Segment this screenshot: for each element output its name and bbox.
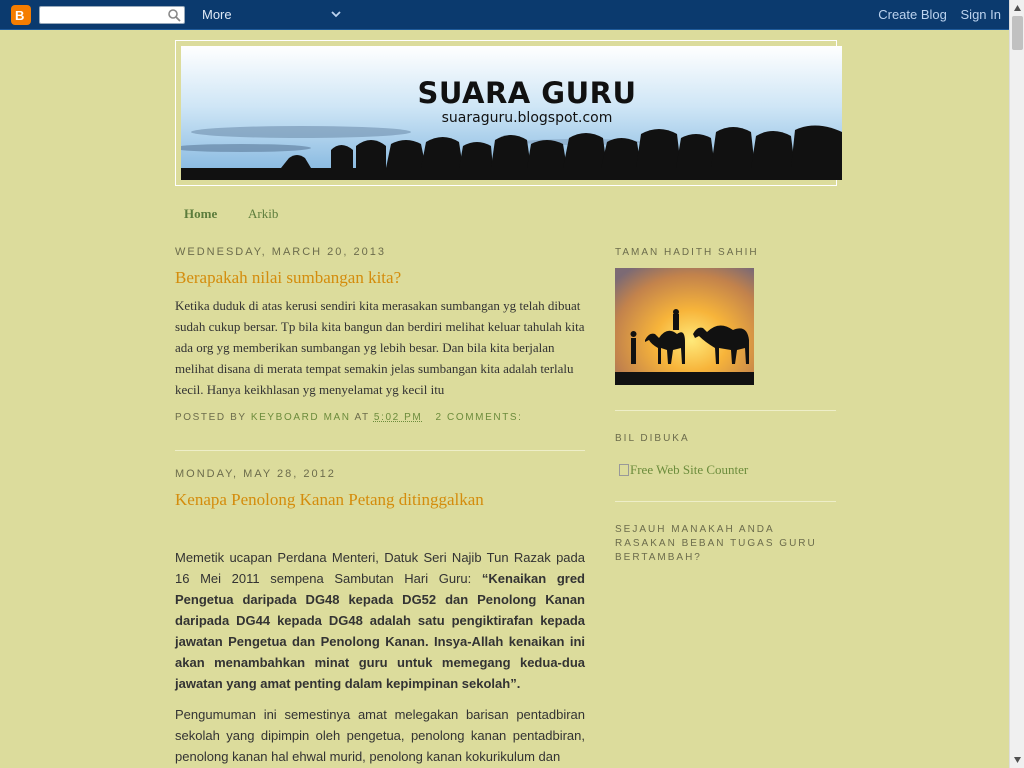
more-menu[interactable]: More — [202, 7, 232, 22]
tab-arkib[interactable]: Arkib — [248, 206, 279, 221]
post-paragraph: Pengumuman ini semestinya amat melegakan barisan pentadbiran sekolah yang dipimpin oleh pengetua, penolong kanan pentadbiran, penolong kanan hal ehwal murid, penolong kanan kokurikulum dan — [175, 707, 585, 764]
sidebar — [615, 246, 836, 565]
at-label: AT — [354, 412, 370, 423]
camel-sunset-image[interactable] — [615, 268, 754, 385]
site-counter-link[interactable] — [619, 462, 836, 478]
vertical-scrollbar[interactable] — [1009, 0, 1024, 768]
broken-image-icon — [619, 464, 629, 476]
widget-separator — [615, 410, 836, 411]
blogger-logo-icon[interactable] — [11, 5, 31, 25]
sign-in-link[interactable]: Sign In — [960, 7, 1001, 22]
widget-title: TAMAN HADITH SAHIH — [615, 247, 759, 258]
post-footer — [175, 412, 585, 423]
post-1 — [175, 246, 585, 451]
scrollbar-thumb[interactable] — [1012, 16, 1023, 50]
search-icon[interactable] — [167, 8, 181, 22]
post-time-link[interactable]: 5:02 PM — [373, 412, 423, 423]
blogger-logo-letter: B — [15, 8, 25, 23]
scroll-up-arrow-icon[interactable] — [1013, 4, 1022, 12]
blog-title[interactable]: SUARA GURU — [417, 76, 637, 110]
header-banner[interactable] — [181, 46, 842, 180]
post-date: MONDAY, MAY 28, 2012 — [175, 468, 336, 480]
post-2 — [175, 468, 585, 767]
counter-alt-text: Free Web Site Counter — [630, 462, 749, 477]
scroll-down-arrow-icon[interactable] — [1013, 756, 1022, 764]
blog-url: suaraguru.blogspot.com — [441, 110, 613, 126]
post-date: WEDNESDAY, MARCH 20, 2013 — [175, 246, 386, 258]
post-separator — [175, 450, 585, 451]
post-body: Ketika duduk di atas kerusi sendiri kita merasakan sumbangan yg telah dibuat sudah cukup bersar. Tp bila kita bangun dan berdiri melihat keluar tahulah kita ada org yg memberikan sumbangan yg lebih besar. Dan bila kita berjalan melihat disana di merata tempat semakin jelas sumbangan kita adalah terlalu kecil. Hanya keikhlasan yg menyelamat yg kecil itu — [175, 298, 585, 397]
create-blog-link[interactable]: Create Blog — [878, 7, 947, 22]
navbar-right-links — [868, 7, 1001, 22]
poll-title: SEJAUH MANAKAH ANDA RASAKAN BEBAN TUGAS GURU BERTAMBAH? — [615, 524, 817, 563]
tab-home[interactable]: Home — [184, 206, 218, 221]
posted-by-label: POSTED BY — [175, 412, 247, 423]
post-title-link[interactable]: Kenapa Penolong Kanan Petang ditinggalkan — [175, 490, 484, 509]
search-input[interactable] — [39, 6, 185, 24]
camel-silhouette-picture — [615, 268, 754, 385]
paragraph-text: Memetik ucapan Perdana Menteri, Datuk Seri Najib Tun Razak pada 16 Mei 2011 sempena Sambutan Hari Guru: — [175, 550, 585, 586]
post-title-link[interactable]: Berapakah nilai sumbangan kita? — [175, 268, 402, 287]
widget-title: BIL DIBUKA — [615, 433, 690, 444]
author-link[interactable]: KEYBOARD MAN — [250, 412, 351, 423]
blogger-navbar — [0, 0, 1009, 30]
post-paragraph — [175, 547, 585, 694]
paragraph-quote: “Kenaikan gred Pengetua daripada DG48 kepada DG52 dan Penolong Kanan daripada DG44 kepada DG48 adalah satu pengiktirafan kepada jawatan Pengetua dan Penolong Kanan. Insya-Allah kenaikan ini akan menambahkan minat guru untuk memegang kedua-dua jawatan yang amat penting dalam kepimpinan sekolah”. — [175, 571, 585, 691]
widget-separator — [615, 501, 836, 502]
comments-link[interactable]: 2 COMMENTS: — [435, 412, 523, 423]
main-column — [175, 246, 585, 767]
chevron-down-icon[interactable] — [330, 9, 342, 19]
